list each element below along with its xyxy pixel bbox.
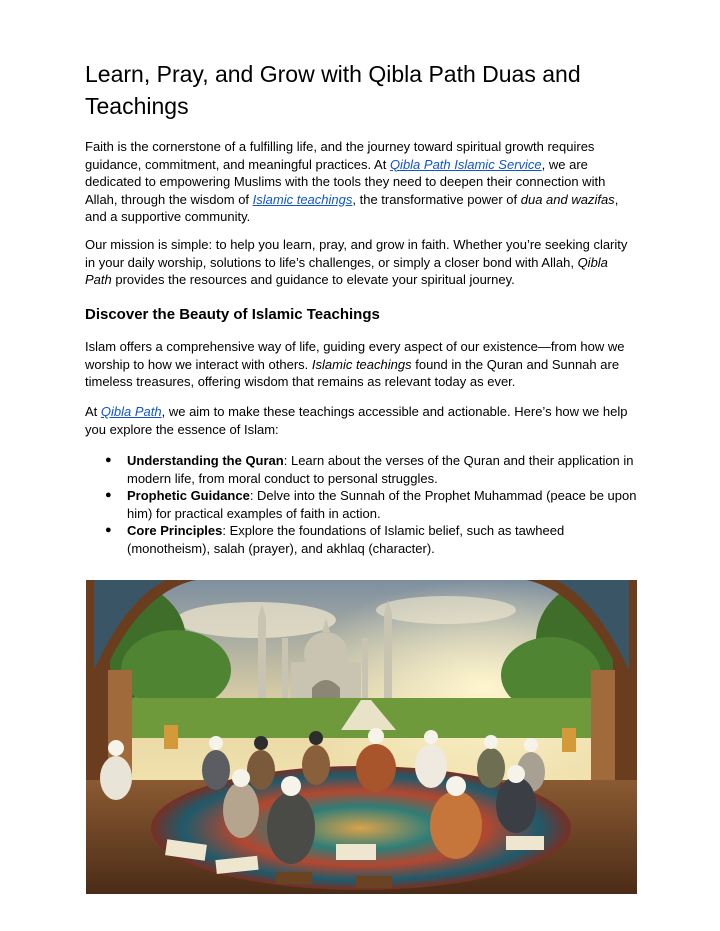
approach-text-2: , we aim to make these teachings accessible and actionable. Here’s how we help you explore the essence of Islam: [85, 404, 628, 437]
mission-text-1: Our mission is simple: to help you learn, pray, and grow in faith. Whether you’re seeking clarity in your daily worship, solutions to life’s challenges, or simply a closer bond with Allah, [85, 237, 628, 270]
qibla-path-link[interactable]: Qibla Path [100, 404, 162, 419]
teachings-paragraph [85, 338, 637, 391]
bullet-list [85, 452, 637, 557]
intro-emphasis: dua and wazifas [520, 191, 615, 207]
bullet-item-principles [85, 522, 637, 557]
bullet-item-quran [85, 452, 637, 487]
intro-text-2: , we are dedicated to empowering Muslims with the tools they need to deepen their connection with Allah, through the wisdom of [85, 156, 606, 207]
teachings-text-1: Islam offers a comprehensive way of life, guiding every aspect of our existence—from how we worship to how we interact with others. [85, 339, 625, 372]
bullet-icon: ● [105, 454, 112, 466]
bullet-text: : Explore the foundations of Islamic belief, such as tawheed (monotheism), salah (prayer), and akhlaq (character). [127, 523, 565, 556]
bullet-term: Understanding the Quran [127, 453, 284, 468]
bullet-term: Core Principles [127, 523, 223, 538]
approach-paragraph [85, 403, 637, 438]
mission-paragraph [85, 236, 637, 289]
intro-paragraph [85, 138, 637, 226]
islamic-teachings-link[interactable]: Islamic teachings [252, 191, 353, 207]
document-title: Learn, Pray, and Grow with Qibla Path Duas and Teachings [85, 61, 581, 119]
bullet-term: Prophetic Guidance [127, 488, 250, 503]
teachings-emphasis: Islamic teachings [311, 356, 412, 372]
qibla-path-service-link[interactable]: Qibla Path Islamic Service [389, 156, 542, 172]
intro-text-4: , and a supportive community. [85, 191, 619, 224]
mission-emphasis: Qibla Path [85, 254, 608, 287]
bullet-icon: ● [105, 524, 112, 536]
bullet-item-prophetic [85, 487, 637, 522]
mission-text-2: provides the resources and guidance to elevate your spiritual journey. [111, 272, 515, 287]
teachings-text-2: found in the Quran and Sunnah are timeless treasures, offering wisdom that remains as relevant today as ever. [85, 356, 620, 389]
intro-text-3: , the transformative power of [352, 191, 521, 207]
bullet-text: : Delve into the Sunnah of the Prophet Muhammad (peace be upon him) for practical examples of faith in action. [127, 488, 637, 521]
scholars-gathering-illustration [86, 580, 637, 894]
bullet-text: : Learn about the verses of the Quran and their application in modern life, from moral conduct to personal struggles. [127, 453, 634, 486]
intro-text-1: Faith is the cornerstone of a fulfilling life, and the journey toward spiritual growth requires guidance, commitment, and meaningful practices. At [85, 139, 595, 172]
section-heading: Discover the Beauty of Islamic Teachings [85, 306, 380, 323]
bullet-icon: ● [105, 489, 112, 501]
approach-text-1: At [85, 404, 101, 419]
